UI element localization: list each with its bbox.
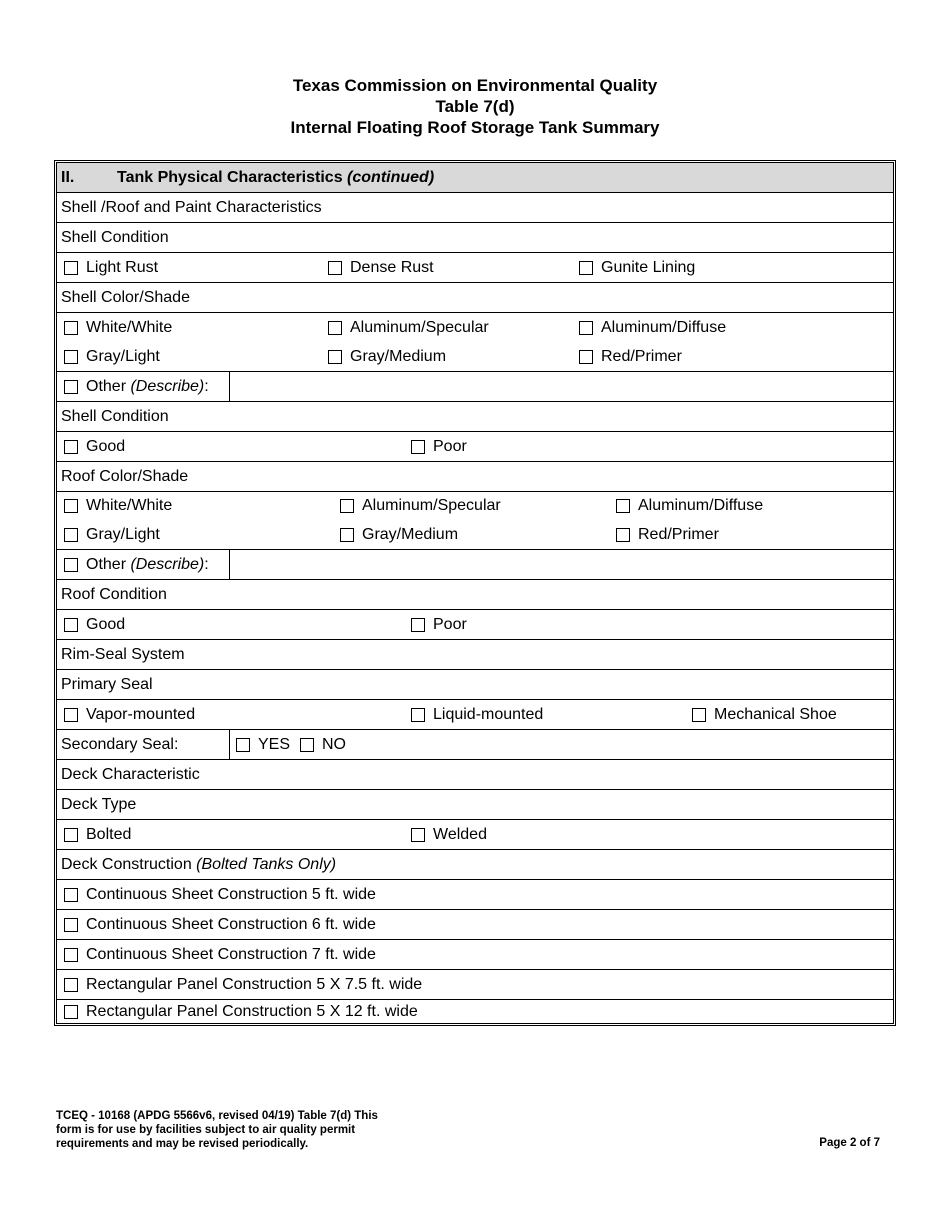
secondary-seal-no-checkbox[interactable] xyxy=(300,738,314,752)
primary-seal-heading: Primary Seal xyxy=(57,670,893,700)
rim-seal-heading: Rim-Seal System xyxy=(57,640,893,670)
tank-characteristics-form xyxy=(54,160,896,1026)
shell-condition-heading: Shell Condition xyxy=(57,223,893,253)
roof-white-checkbox[interactable] xyxy=(64,499,78,513)
secondary-seal-row: Secondary Seal: YES NO xyxy=(57,730,893,760)
roof-color-other-row xyxy=(57,550,893,580)
table-number: Table 7(d) xyxy=(435,97,515,116)
roof-red-primer-checkbox[interactable] xyxy=(616,528,630,542)
continuous-sheet-7ft-checkbox[interactable] xyxy=(64,948,78,962)
deck-construction-option: Continuous Sheet Construction 6 ft. wide xyxy=(57,910,893,940)
agency-name: Texas Commission on Environmental Quality xyxy=(292,76,658,95)
roof-poor-checkbox[interactable] xyxy=(411,618,425,632)
rectangular-panel-12ft-checkbox[interactable] xyxy=(64,1005,78,1019)
roof-gray-medium-checkbox[interactable] xyxy=(340,528,354,542)
form-footer-note: TCEQ - 10168 (APDG 5566v6, revised 04/19) Table 7(d) This form is for use by facilities subject to air quality permit requirements and may be revised periodically. xyxy=(56,1110,378,1150)
gunite-lining-checkbox[interactable] xyxy=(579,261,593,275)
roof-condition-options: Good Poor xyxy=(57,610,893,640)
form-title: Internal Floating Roof Storage Tank Summary xyxy=(290,118,660,137)
dense-rust-checkbox[interactable] xyxy=(328,261,342,275)
deck-characteristic-heading: Deck Characteristic xyxy=(57,760,893,790)
rectangular-panel-7-5ft-checkbox[interactable] xyxy=(64,978,78,992)
shell-color-row-2: Gray/Light Gray/Medium Red/Primer xyxy=(57,342,893,372)
roof-color-heading: Roof Color/Shade xyxy=(57,462,893,492)
roof-gray-light-checkbox[interactable] xyxy=(64,528,78,542)
shell-other-describe-field[interactable] xyxy=(237,375,887,399)
shell-roof-paint-heading: Shell /Roof and Paint Characteristics xyxy=(57,193,893,223)
roof-other-checkbox[interactable] xyxy=(64,558,78,572)
shell-condition-quality-options: Good Poor xyxy=(57,432,893,462)
page-number: Page 2 of 7 xyxy=(819,1137,880,1149)
shell-aluminum-specular-checkbox[interactable] xyxy=(328,321,342,335)
section-number: II. xyxy=(61,168,75,186)
roof-aluminum-specular-checkbox[interactable] xyxy=(340,499,354,513)
deck-construction-heading: Deck Construction (Bolted Tanks Only) xyxy=(57,850,893,880)
continuous-sheet-5ft-checkbox[interactable] xyxy=(64,888,78,902)
roof-condition-heading: Roof Condition xyxy=(57,580,893,610)
shell-other-label: Other (Describe): xyxy=(86,377,209,395)
mechanical-shoe-checkbox[interactable] xyxy=(692,708,706,722)
roof-aluminum-diffuse-checkbox[interactable] xyxy=(616,499,630,513)
shell-color-other-row xyxy=(57,372,893,402)
shell-aluminum-diffuse-checkbox[interactable] xyxy=(579,321,593,335)
roof-good-checkbox[interactable] xyxy=(64,618,78,632)
deck-type-heading: Deck Type xyxy=(57,790,893,820)
shell-condition-quality-heading: Shell Condition xyxy=(57,402,893,432)
shell-other-checkbox[interactable] xyxy=(64,380,78,394)
deck-construction-option: Continuous Sheet Construction 5 ft. wide xyxy=(57,880,893,910)
section-title: Tank Physical Characteristics (continued) xyxy=(117,168,435,186)
roof-color-row-2: Gray/Light Gray/Medium Red/Primer xyxy=(57,520,893,550)
secondary-seal-yes-checkbox[interactable] xyxy=(236,738,250,752)
welded-checkbox[interactable] xyxy=(411,828,425,842)
deck-type-options: Bolted Welded xyxy=(57,820,893,850)
deck-construction-option: Rectangular Panel Construction 5 X 12 ft. wide xyxy=(57,1000,893,1023)
liquid-mounted-checkbox[interactable] xyxy=(411,708,425,722)
shell-condition-rust-options: Light Rust Dense Rust Gunite Lining xyxy=(57,253,893,283)
shell-red-primer-checkbox[interactable] xyxy=(579,350,593,364)
vapor-mounted-checkbox[interactable] xyxy=(64,708,78,722)
deck-construction-option: Continuous Sheet Construction 7 ft. wide xyxy=(57,940,893,970)
section-header xyxy=(57,163,893,193)
roof-other-describe-field[interactable] xyxy=(237,553,887,577)
shell-good-checkbox[interactable] xyxy=(64,440,78,454)
form-header xyxy=(0,75,950,138)
shell-white-checkbox[interactable] xyxy=(64,321,78,335)
deck-construction-option: Rectangular Panel Construction 5 X 7.5 ft. wide xyxy=(57,970,893,1000)
light-rust-checkbox[interactable] xyxy=(64,261,78,275)
roof-color-row-1: White/White Aluminum/Specular Aluminum/Diffuse xyxy=(57,492,893,520)
shell-poor-checkbox[interactable] xyxy=(411,440,425,454)
shell-color-heading: Shell Color/Shade xyxy=(57,283,893,313)
shell-color-row-1: White/White Aluminum/Specular Aluminum/Diffuse xyxy=(57,313,893,342)
shell-gray-light-checkbox[interactable] xyxy=(64,350,78,364)
roof-other-label: Other (Describe): xyxy=(86,555,209,573)
bolted-checkbox[interactable] xyxy=(64,828,78,842)
shell-gray-medium-checkbox[interactable] xyxy=(328,350,342,364)
continuous-sheet-6ft-checkbox[interactable] xyxy=(64,918,78,932)
primary-seal-options: Vapor-mounted Liquid-mounted Mechanical Shoe xyxy=(57,700,893,730)
